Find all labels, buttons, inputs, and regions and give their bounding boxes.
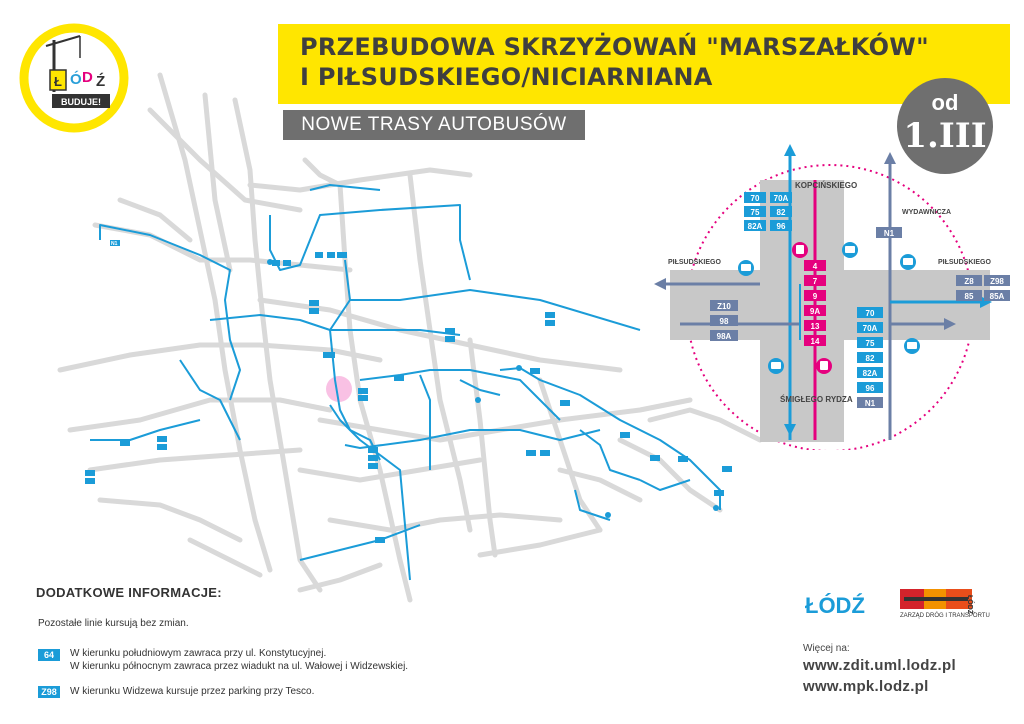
svg-text:85: 85 <box>964 292 974 301</box>
zdit-url[interactable]: www.zdit.uml.lodz.pl <box>803 657 956 674</box>
logo-letter-d: D <box>82 69 93 86</box>
svg-text:85A: 85A <box>989 292 1005 301</box>
bus-routes <box>90 185 720 580</box>
info-text: W kierunku Widzewa kursuje przez parking przy Tesco. <box>70 686 315 697</box>
mpk-url[interactable]: www.mpk.lodz.pl <box>803 678 929 695</box>
svg-text:9: 9 <box>812 292 818 301</box>
svg-text:N1: N1 <box>864 399 876 408</box>
zdit-caption: ZARZĄD DRÓG I TRANSPORTU <box>900 613 990 619</box>
svg-text:75: 75 <box>865 339 875 348</box>
svg-text:98: 98 <box>719 317 729 326</box>
svg-text:82: 82 <box>865 354 875 363</box>
svg-text:Z98: Z98 <box>990 277 1004 286</box>
svg-text:70: 70 <box>865 309 875 318</box>
inset-street-west: PIŁSUDSKIEGO <box>668 259 721 266</box>
svg-text:4: 4 <box>812 262 818 271</box>
zdit-logo <box>900 585 990 615</box>
logo-letter-l: Ł <box>54 74 62 89</box>
info-note: Pozostałe linie kursują bez zmian. <box>38 618 189 629</box>
svg-text:9A: 9A <box>809 307 821 316</box>
svg-text:96: 96 <box>865 384 875 393</box>
svg-text:14: 14 <box>810 337 820 346</box>
svg-text:N1: N1 <box>111 241 118 247</box>
svg-text:N1: N1 <box>883 229 895 238</box>
title-line-2: I PIŁSUDSKIEGO/NICIARNIANA <box>300 63 713 91</box>
route-badge: Z98 <box>38 686 60 698</box>
logo-tagline: BUDUJE! <box>60 97 102 107</box>
inset-street-east: PIŁSUDSKIEGO <box>938 259 991 266</box>
inset-street-south: ŚMIGŁEGO RYDZA <box>780 395 853 404</box>
additional-info <box>36 585 596 697</box>
info-text: W kierunku południowym zawraca przy ul. Konstytucyjnej. <box>70 648 327 659</box>
svg-text:Z8: Z8 <box>964 277 974 286</box>
svg-text:Z10: Z10 <box>717 302 731 311</box>
intersection-inset <box>640 140 1020 450</box>
info-text: W kierunku północnym zawraca przez wiadukt na ul. Wałowej i Widzewskiej. <box>70 661 409 672</box>
date-value: 1.III <box>903 116 987 156</box>
svg-text:96: 96 <box>776 222 786 231</box>
subtitle-bar: NOWE TRASY AUTOBUSÓW <box>283 110 585 140</box>
lodz-logo-text: ŁÓDŹ <box>805 593 865 618</box>
svg-text:82: 82 <box>776 208 786 217</box>
svg-text:82A: 82A <box>747 222 763 231</box>
svg-text:70A: 70A <box>862 324 878 333</box>
svg-text:70: 70 <box>750 194 760 203</box>
logo-letter-o: Ó <box>70 71 82 88</box>
logo-letter-z: Ź <box>96 73 106 90</box>
date-prefix: od <box>931 90 959 115</box>
title-line-1: PRZEBUDOWA SKRZYŻOWAŃ "MARSZAŁKÓW" <box>300 33 929 61</box>
svg-text:13: 13 <box>810 322 820 331</box>
info-heading: DODATKOWE INFORMACJE: <box>36 585 222 600</box>
svg-text:82A: 82A <box>862 369 878 378</box>
svg-text:7: 7 <box>812 277 818 286</box>
inset-street-north: KOPCIŃSKIEGO <box>795 181 858 190</box>
svg-text:98A: 98A <box>716 332 732 341</box>
route-badge: 64 <box>38 649 60 661</box>
svg-text:75: 75 <box>750 208 760 217</box>
svg-text:70A: 70A <box>773 194 789 203</box>
zdit-city: ŁÓDŹ <box>966 595 973 615</box>
more-info-label: Więcej na: <box>803 643 850 654</box>
inset-street-ne: WYDAWNICZA <box>902 209 951 216</box>
lodz-city-logo <box>803 585 883 625</box>
